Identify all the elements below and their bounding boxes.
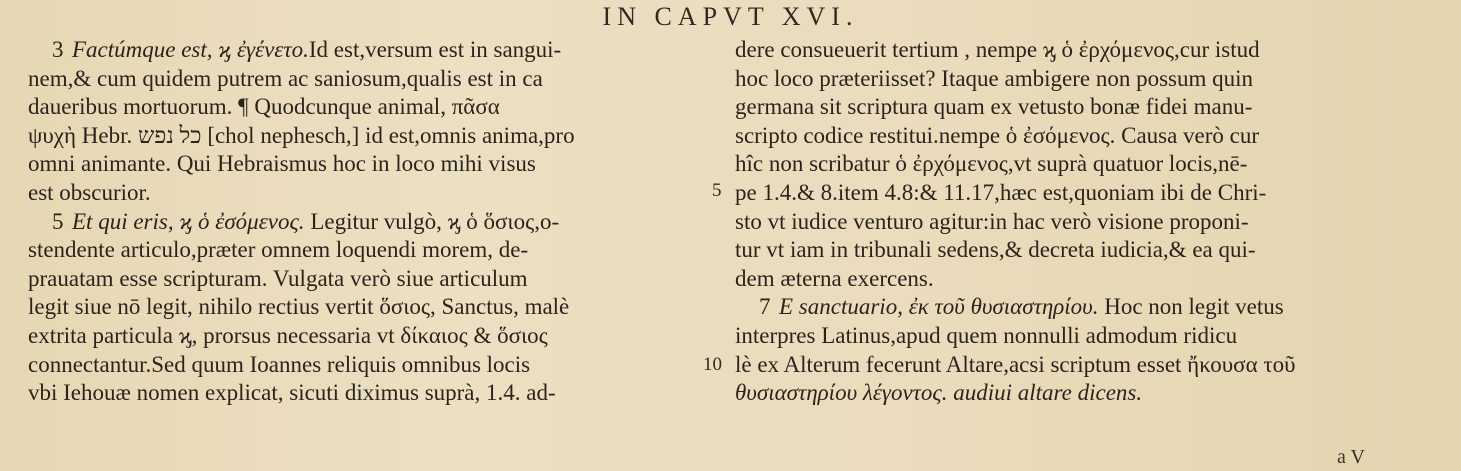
text-line xyxy=(28,379,700,408)
text-line xyxy=(735,179,1395,208)
margin-number-5: 5 xyxy=(712,180,722,201)
line-text: vbi Iehouæ nomen explicat, sicuti diximus suprà, 1.4. ad- xyxy=(28,380,556,406)
line-text: nem,& cum quidem putrem ac saniosum,qualis est in ca xyxy=(28,65,543,91)
text-line xyxy=(735,208,1395,237)
line-text: interpres Latinus,apud quem nonnulli admodum ridicu xyxy=(735,322,1238,348)
text-line xyxy=(735,36,1395,65)
line-text: pe 1.4.& 8.item 4.8:& 11.17,hæc est,quoniam ibi de Chri- xyxy=(735,179,1267,205)
text-line xyxy=(735,236,1395,265)
line-text: scripto codice restitui.nempe ὁ ἐσόμενος. Causa verò cur xyxy=(735,122,1260,148)
verse-number: 3 xyxy=(52,37,64,62)
text-line xyxy=(28,179,700,208)
line-text: germana sit scriptura quam ex vetusto bonæ fidei manu- xyxy=(735,94,1253,120)
line-text: ψυχὴ Hebr. כל נפש [chol nephesch,] id est,omnis anima,pro xyxy=(28,122,575,148)
right-column xyxy=(735,36,1395,408)
page-header: IN CAPVT XVI. xyxy=(602,2,859,31)
lemma: Et qui eris, ϗ ὁ ἐσόμενος. xyxy=(72,208,305,234)
line-text: omni animante. Qui Hebraismus hoc in loco mihi visus xyxy=(28,151,536,177)
line-text: Id est,versum est in sangui- xyxy=(308,37,562,62)
signature-mark: a V xyxy=(1337,446,1365,468)
text-line xyxy=(735,379,1395,408)
lemma: E sanctuario, ἐκ τοῦ θυσιαστηρίου. xyxy=(779,294,1099,320)
line-text: legit siue nō legit, nihilo rectius vertit ὅσιος, Sanctus, malè xyxy=(28,294,570,320)
verse-number: 7 xyxy=(759,294,771,320)
left-column xyxy=(28,36,700,408)
line-text: dere consueuerit tertium , nempe ϗ ὁ ἐρχόμενος,cur istud xyxy=(735,37,1260,62)
text-line xyxy=(28,93,700,122)
lemma: θυσιαστηρίου λέγοντος. audiui altare dicens. xyxy=(735,380,1143,406)
line-text: Hoc non legit vetus xyxy=(1098,294,1284,320)
line-text: connectantur.Sed quum Ioannes reliquis omnibus locis xyxy=(28,351,531,377)
text-line xyxy=(28,322,700,351)
line-text: dem æterna exercens. xyxy=(735,265,934,291)
text-line xyxy=(735,322,1395,351)
line-text: tur vt iam in tribunali sedens,& decreta iudicia,& ea qui- xyxy=(735,237,1256,263)
text-line xyxy=(28,122,700,151)
text-line xyxy=(28,65,700,94)
line-text: est obscurior. xyxy=(28,179,151,205)
line-text: extrita particula ϗ, prorsus necessaria vt δίκαιος & ὅσιος xyxy=(28,322,548,348)
text-line xyxy=(28,208,700,237)
text-line xyxy=(735,265,1395,294)
text-line xyxy=(735,150,1395,179)
text-line xyxy=(735,65,1395,94)
line-text: prauatam esse scripturam. Vulgata verò siue articulum xyxy=(28,265,528,291)
text-line xyxy=(735,122,1395,151)
text-line xyxy=(735,93,1395,122)
text-line xyxy=(735,351,1395,380)
text-line xyxy=(28,150,700,179)
margin-number-10: 10 xyxy=(703,354,722,375)
text-line xyxy=(28,351,700,380)
text-line xyxy=(28,293,700,322)
text-line xyxy=(28,236,700,265)
lemma: Factúmque est, ϗ ἐγένετο. xyxy=(72,37,309,62)
line-text: hoc loco præteriisset? Itaque ambigere non possum quin xyxy=(735,65,1254,91)
text-line xyxy=(28,36,700,65)
line-text: stendente articulo,præter omnem loquendi morem, de- xyxy=(28,237,529,263)
verse-number: 5 xyxy=(52,208,64,234)
line-text: hîc non scribatur ὁ ἐρχόμενος,vt suprà quatuor locis,nē- xyxy=(735,151,1248,177)
text-line xyxy=(28,265,700,294)
line-text: lè ex Alterum fecerunt Altare,acsi scriptum esset ἤκουσα τοῦ xyxy=(735,351,1296,377)
line-text: Legitur vulgò, ϗ ὁ ὅσιος,o- xyxy=(304,208,560,234)
line-text: daueribus mortuorum. ¶ Quodcunque animal, πᾶσα xyxy=(28,94,500,120)
line-text: sto vt iudice venturo agitur:in hac verò visione proponi- xyxy=(735,208,1249,234)
text-line xyxy=(735,293,1395,322)
